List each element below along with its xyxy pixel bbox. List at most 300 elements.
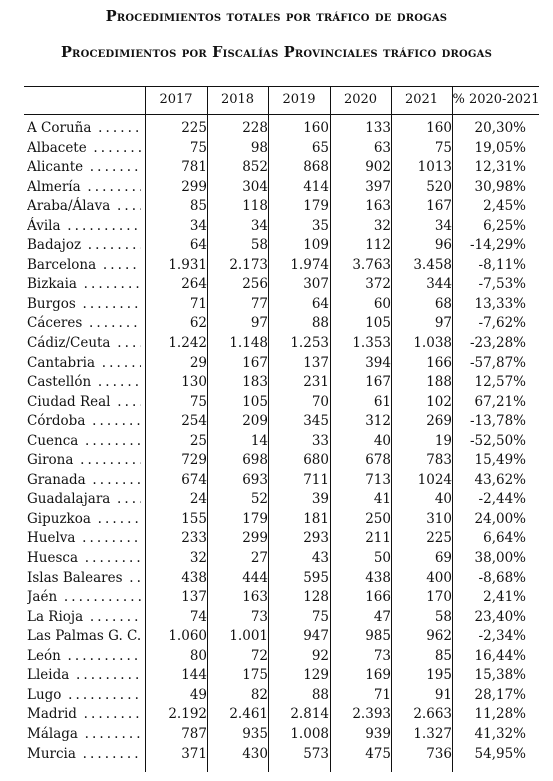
cell-2021: 75 [434, 139, 452, 156]
cell-2018: 183 [242, 374, 268, 391]
province-label: Murcia [27, 746, 79, 762]
table-row [0, 529, 553, 549]
province-name [27, 217, 141, 237]
province-name [27, 666, 141, 686]
cell-pct-change: 6,64% [483, 530, 526, 547]
cell-2019: 711 [303, 471, 329, 488]
cell-pct-change: -8,68% [478, 569, 526, 586]
cell-2017: 80 [189, 647, 207, 664]
cell-2020: 312 [365, 413, 391, 430]
province-name [27, 627, 141, 647]
cell-2018: 852 [242, 159, 268, 176]
cell-2019: 64 [311, 295, 329, 312]
cell-2020: 1.353 [352, 335, 391, 352]
cell-2017: 225 [181, 120, 207, 136]
cell-2017: 787 [181, 725, 207, 742]
cell-pct-change: -7,62% [478, 315, 526, 332]
cell-2021: 1.038 [413, 335, 452, 352]
cell-2020: 902 [365, 159, 391, 176]
table-row [0, 471, 553, 491]
cell-2017: 24 [189, 491, 207, 508]
cell-2019: 128 [303, 589, 329, 606]
cell-2019: 43 [311, 550, 329, 567]
province-label: Badajoz [27, 237, 84, 253]
province-label: Las Palmas G. C. [27, 628, 141, 644]
province-name [27, 588, 141, 608]
cell-2019: 595 [303, 569, 329, 586]
cell-pct-change: -23,28% [469, 335, 526, 352]
province-label: Lugo [27, 687, 64, 703]
cell-2021: 736 [426, 745, 452, 762]
table-row [0, 412, 553, 432]
cell-2020: 250 [365, 510, 391, 527]
cell-2019: 231 [303, 374, 329, 391]
table-row [0, 256, 553, 276]
province-label: Granada [27, 472, 89, 488]
cell-2020: 71 [373, 686, 391, 703]
cell-2021: 400 [426, 569, 452, 586]
cell-2019: 293 [303, 530, 329, 547]
cell-2020: 3.763 [352, 256, 391, 273]
cell-pct-change: 67,21% [474, 393, 526, 410]
cell-2018: 52 [250, 491, 268, 508]
cell-2019: 109 [303, 237, 329, 254]
cell-2017: 254 [181, 413, 207, 430]
cell-2018: 1.148 [229, 335, 268, 352]
cell-2021: 269 [426, 413, 452, 430]
cell-2017: 1.931 [168, 256, 207, 273]
cell-2021: 962 [426, 628, 452, 645]
cell-2018: 72 [250, 647, 268, 664]
cell-2017: 729 [181, 452, 207, 469]
cell-2020: 939 [365, 725, 391, 742]
province-label: Cádiz/Ceuta [27, 335, 114, 351]
cell-pct-change: 41,32% [474, 725, 526, 742]
cell-2019: 33 [311, 432, 329, 449]
cell-2019: 179 [303, 198, 329, 215]
province-name [27, 432, 141, 452]
province-label: A Coruña [27, 120, 94, 136]
cell-2019: 1.974 [290, 256, 329, 273]
cell-pct-change: 43,62% [474, 471, 526, 488]
cell-2021: 34 [434, 217, 452, 234]
cell-2021: 170 [426, 589, 452, 606]
cell-pct-change: -13,78% [469, 413, 526, 430]
cell-2019: 88 [311, 686, 329, 703]
header-pct-change: % 2020-2021 [452, 92, 540, 107]
cell-2017: 130 [181, 374, 207, 391]
province-name [27, 451, 141, 471]
table-row [0, 275, 553, 295]
province-name [27, 139, 141, 159]
cell-2019: 88 [311, 315, 329, 332]
cell-2017: 144 [181, 667, 207, 684]
cell-2019: 129 [303, 667, 329, 684]
province-name [27, 725, 141, 745]
province-label: León [27, 648, 64, 664]
cell-2019: 75 [311, 608, 329, 625]
cell-pct-change: 15,49% [474, 452, 526, 469]
province-label: Ciudad Real [27, 394, 114, 410]
table-title: Procedimientos totales por tráfico de drogas [105, 8, 448, 25]
cell-2018: 14 [250, 432, 268, 449]
cell-2021: 195 [426, 667, 452, 684]
cell-2020: 394 [365, 354, 391, 371]
cell-2020: 713 [365, 471, 391, 488]
province-label: Burgos [27, 296, 79, 312]
table-row [0, 608, 553, 628]
cell-2017: 438 [181, 569, 207, 586]
table-body [0, 119, 553, 764]
cell-2018: 58 [250, 237, 268, 254]
cell-2017: 62 [189, 315, 207, 332]
cell-2020: 61 [373, 393, 391, 410]
cell-2021: 69 [434, 550, 452, 567]
cell-2017: 75 [189, 393, 207, 410]
cell-2021: 225 [426, 530, 452, 547]
province-label: Barcelona [27, 257, 99, 273]
cell-2021: 1024 [417, 471, 452, 488]
province-label: Huesca [27, 550, 81, 566]
province-label: Lleida [27, 667, 72, 683]
cell-2017: 29 [189, 354, 207, 371]
province-name [27, 510, 141, 530]
cell-2021: 91 [434, 686, 452, 703]
table-row [0, 627, 553, 647]
cell-pct-change: 24,00% [474, 510, 526, 527]
province-label: Castellón [27, 374, 94, 390]
cell-2020: 166 [365, 589, 391, 606]
cell-2019: 573 [303, 745, 329, 762]
province-name [27, 295, 141, 315]
cell-pct-change: -52,50% [469, 432, 526, 449]
cell-2018: 118 [242, 198, 268, 215]
province-label: Bizkaia [27, 276, 80, 292]
cell-2021: 19 [434, 432, 452, 449]
cell-pct-change: -2,44% [478, 491, 526, 508]
cell-pct-change: 6,25% [483, 217, 526, 234]
cell-2019: 307 [303, 276, 329, 293]
cell-2021: 344 [426, 276, 452, 293]
cell-pct-change: 28,17% [474, 686, 526, 703]
cell-2021: 167 [426, 198, 452, 215]
table-row [0, 158, 553, 178]
table-row [0, 745, 553, 765]
cell-2019: 160 [303, 120, 329, 136]
cell-2017: 74 [189, 608, 207, 625]
cell-pct-change: 13,33% [474, 295, 526, 312]
cell-2019: 414 [303, 178, 329, 195]
cell-2021: 2.663 [413, 706, 452, 723]
cell-2020: 372 [365, 276, 391, 293]
cell-2019: 947 [303, 628, 329, 645]
province-name [27, 373, 141, 393]
table-top-rule [24, 86, 539, 87]
cell-2017: 34 [189, 217, 207, 234]
cell-2020: 50 [373, 550, 391, 567]
province-name [27, 686, 141, 706]
cell-2017: 32 [189, 550, 207, 567]
table-row [0, 314, 553, 334]
cell-2017: 25 [189, 432, 207, 449]
cell-2019: 39 [311, 491, 329, 508]
province-name [27, 569, 141, 589]
cell-2017: 1.242 [168, 335, 207, 352]
cell-pct-change: -57,87% [469, 354, 526, 371]
cell-2018: 209 [242, 413, 268, 430]
province-name [27, 705, 141, 725]
cell-2018: 228 [242, 120, 268, 136]
cell-2018: 430 [242, 745, 268, 762]
cell-2018: 105 [242, 393, 268, 410]
table-row [0, 647, 553, 667]
cell-2017: 64 [189, 237, 207, 254]
cell-2017: 264 [181, 276, 207, 293]
cell-2018: 299 [242, 530, 268, 547]
cell-2021: 166 [426, 354, 452, 371]
cell-2018: 698 [242, 452, 268, 469]
cell-2017: 75 [189, 139, 207, 156]
cell-2020: 397 [365, 178, 391, 195]
cell-pct-change: -2,34% [478, 628, 526, 645]
cell-2018: 97 [250, 315, 268, 332]
cell-2018: 1.001 [229, 628, 268, 645]
cell-pct-change: -14,29% [469, 237, 526, 254]
cell-2018: 935 [242, 725, 268, 742]
cell-2020: 63 [373, 139, 391, 156]
cell-2021: 783 [426, 452, 452, 469]
province-name [27, 275, 141, 295]
table-row [0, 569, 553, 589]
province-name [27, 256, 141, 276]
cell-2020: 169 [365, 667, 391, 684]
cell-2019: 345 [303, 413, 329, 430]
table-row [0, 354, 553, 374]
table-row [0, 432, 553, 452]
table-row [0, 197, 553, 217]
province-name [27, 314, 141, 334]
cell-2020: 438 [365, 569, 391, 586]
cell-pct-change: 38,00% [474, 550, 526, 567]
cell-2021: 1.327 [413, 725, 452, 742]
cell-2019: 1.253 [290, 335, 329, 352]
cell-2018: 163 [242, 589, 268, 606]
province-label: Gipuzkoa [27, 511, 94, 527]
table-row [0, 588, 553, 608]
cell-2020: 112 [365, 237, 391, 254]
cell-2018: 34 [250, 217, 268, 234]
province-label: Jaén [27, 589, 60, 605]
cell-pct-change: 15,38% [474, 667, 526, 684]
table-row [0, 139, 553, 159]
cell-2020: 47 [373, 608, 391, 625]
table-row [0, 451, 553, 471]
province-label: Ávila [27, 218, 64, 234]
table-row [0, 295, 553, 315]
table-row [0, 510, 553, 530]
province-name [27, 471, 141, 491]
province-name [27, 197, 141, 217]
province-label: Cáceres [27, 315, 85, 331]
cell-pct-change: 11,28% [474, 706, 526, 723]
province-name [27, 119, 141, 139]
cell-pct-change: 23,40% [474, 608, 526, 625]
cell-2018: 2.173 [229, 256, 268, 273]
cell-2018: 77 [250, 295, 268, 312]
cell-2019: 65 [311, 139, 329, 156]
cell-2020: 211 [365, 530, 391, 547]
cell-2018: 27 [250, 550, 268, 567]
cell-2018: 179 [242, 510, 268, 527]
header-2021: 2021 [404, 92, 439, 107]
cell-2021: 3.458 [413, 256, 452, 273]
province-name [27, 354, 141, 374]
cell-2018: 82 [250, 686, 268, 703]
province-label: Alicante [27, 159, 86, 175]
cell-pct-change: 30,98% [474, 178, 526, 195]
cell-2020: 133 [365, 120, 391, 136]
cell-2020: 60 [373, 295, 391, 312]
cell-2021: 40 [434, 491, 452, 508]
cell-2017: 299 [181, 178, 207, 195]
province-name [27, 529, 141, 549]
cell-2018: 256 [242, 276, 268, 293]
cell-2021: 102 [426, 393, 452, 410]
cell-2018: 693 [242, 471, 268, 488]
province-name [27, 178, 141, 198]
cell-2019: 868 [303, 159, 329, 176]
cell-2021: 160 [426, 120, 452, 136]
cell-2019: 1.008 [290, 725, 329, 742]
province-name [27, 334, 141, 354]
cell-2021: 58 [434, 608, 452, 625]
cell-2021: 97 [434, 315, 452, 332]
cell-2020: 475 [365, 745, 391, 762]
province-name [27, 608, 141, 628]
cell-2017: 781 [181, 159, 207, 176]
cell-pct-change: -7,53% [478, 276, 526, 293]
province-label: Guadalajara [27, 491, 113, 507]
cell-2017: 674 [181, 471, 207, 488]
cell-2020: 73 [373, 647, 391, 664]
cell-2017: 85 [189, 198, 207, 215]
cell-pct-change: 2,41% [483, 589, 526, 606]
province-label: Málaga [27, 726, 81, 742]
province-name [27, 393, 141, 413]
cell-2018: 444 [242, 569, 268, 586]
cell-2021: 310 [426, 510, 452, 527]
cell-2020: 167 [365, 374, 391, 391]
cell-pct-change: 16,44% [474, 647, 526, 664]
cell-2020: 105 [365, 315, 391, 332]
cell-2017: 71 [189, 295, 207, 312]
cell-pct-change: 19,05% [474, 139, 526, 156]
table-row [0, 490, 553, 510]
cell-2018: 167 [242, 354, 268, 371]
cell-pct-change: -8,11% [478, 256, 526, 273]
table-row [0, 236, 553, 256]
province-label: Cuenca [27, 433, 81, 449]
cell-2019: 181 [303, 510, 329, 527]
table-row [0, 393, 553, 413]
cell-2017: 233 [181, 530, 207, 547]
cell-2021: 188 [426, 374, 452, 391]
cell-2019: 2.814 [290, 706, 329, 723]
table-subtitle: Procedimientos por Fiscalías Provinciales tráfico drogas [60, 44, 493, 61]
cell-2021: 85 [434, 647, 452, 664]
cell-2017: 2.192 [168, 706, 207, 723]
province-label: Córdoba [27, 413, 88, 429]
province-label: Madrid [27, 706, 80, 722]
cell-2020: 40 [373, 432, 391, 449]
cell-2020: 678 [365, 452, 391, 469]
cell-2020: 41 [373, 491, 391, 508]
cell-2019: 92 [311, 647, 329, 664]
cell-pct-change: 2,45% [483, 198, 526, 215]
table-row [0, 119, 553, 139]
cell-pct-change: 54,95% [474, 745, 526, 762]
province-label: Huelva [27, 530, 78, 546]
province-name [27, 490, 141, 510]
cell-2021: 68 [434, 295, 452, 312]
table-row [0, 373, 553, 393]
province-label: Almería [27, 179, 84, 195]
cell-2020: 2.393 [352, 706, 391, 723]
table-row [0, 725, 553, 745]
cell-pct-change: 20,30% [474, 120, 526, 136]
province-label: Cantabria [27, 355, 98, 371]
cell-2018: 73 [250, 608, 268, 625]
cell-2019: 137 [303, 354, 329, 371]
cell-2018: 98 [250, 139, 268, 156]
province-label: Girona [27, 452, 76, 468]
cell-2020: 985 [365, 628, 391, 645]
table-row [0, 549, 553, 569]
cell-2019: 35 [311, 217, 329, 234]
table-row [0, 666, 553, 686]
cell-2020: 32 [373, 217, 391, 234]
cell-2019: 70 [311, 393, 329, 410]
province-name [27, 158, 141, 178]
table-row [0, 334, 553, 354]
cell-2019: 680 [303, 452, 329, 469]
cell-2018: 2.461 [229, 706, 268, 723]
header-2019: 2019 [282, 92, 316, 107]
cell-2021: 1013 [417, 159, 452, 176]
header-2017: 2017 [159, 92, 193, 107]
province-label: La Rioja [27, 609, 86, 625]
cell-2021: 96 [434, 237, 452, 254]
cell-2017: 155 [181, 510, 207, 527]
province-label: Araba/Álava [27, 198, 113, 214]
province-name [27, 549, 141, 569]
cell-2021: 520 [426, 178, 452, 195]
cell-2018: 175 [242, 667, 268, 684]
province-name [27, 647, 141, 667]
table-row [0, 705, 553, 725]
header-2020: 2020 [343, 92, 378, 107]
cell-pct-change: 12,31% [474, 159, 526, 176]
cell-2018: 304 [242, 178, 268, 195]
cell-2017: 137 [181, 589, 207, 606]
cell-2017: 1.060 [168, 628, 207, 645]
cell-2017: 371 [181, 745, 207, 762]
province-name [27, 745, 141, 765]
province-label: Islas Baleares [27, 570, 126, 586]
province-name [27, 236, 141, 256]
cell-2020: 163 [365, 198, 391, 215]
table-row [0, 217, 553, 237]
